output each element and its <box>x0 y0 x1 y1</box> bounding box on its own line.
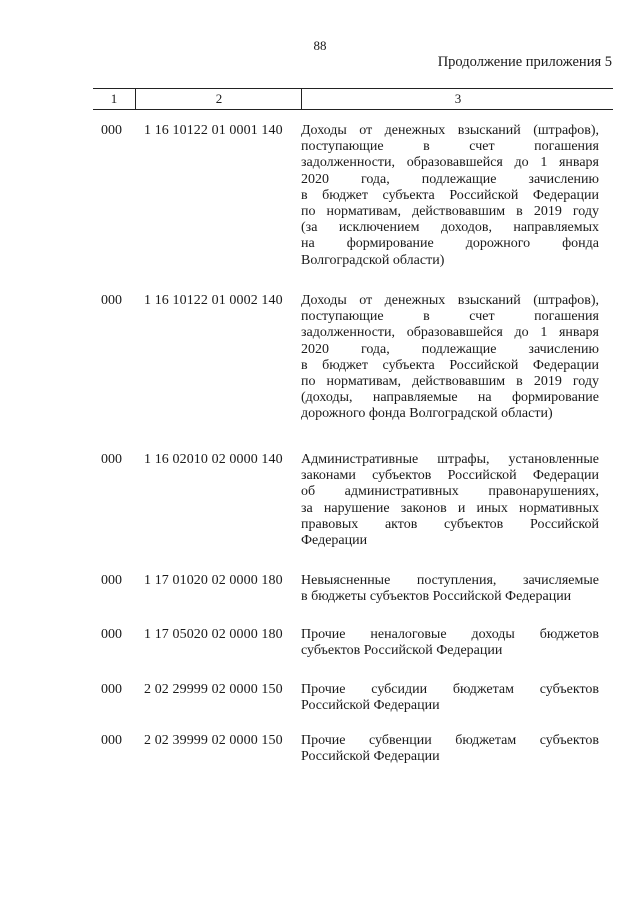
description-line: Прочие субсидии бюджетам субъектов <box>301 682 599 697</box>
description-line: в бюджет субъекта Российской Федерации <box>301 357 599 373</box>
admin-code: 000 <box>101 452 122 467</box>
description-line: Федерации <box>301 533 368 549</box>
budget-classification-code: 1 17 05020 02 0000 180 <box>144 627 283 642</box>
description-line: Российской Федерации <box>301 749 440 765</box>
budget-classification-code: 1 16 10122 01 0002 140 <box>144 293 283 308</box>
budget-classification-code: 1 17 01020 02 0000 180 <box>144 573 283 588</box>
description-line: Доходы от денежных взысканий (штрафов), <box>301 293 599 308</box>
description-line: Невыясненные поступления, зачисляемые <box>301 573 599 588</box>
description-line: в бюджеты субъектов Российской Федерации <box>301 589 572 605</box>
budget-classification-code: 2 02 39999 02 0000 150 <box>144 733 283 748</box>
description-line: поступающие в счет погашения <box>301 139 599 155</box>
description-line: по нормативам, действовавшим в 2019 году <box>301 374 599 390</box>
income-description <box>301 733 599 765</box>
description-line: законами субъектов Российской Федерации <box>301 468 599 484</box>
description-line: Волгоградской области) <box>301 252 445 268</box>
admin-code: 000 <box>101 682 122 697</box>
description-line: в бюджет субъекта Российской Федерации <box>301 187 599 203</box>
income-description <box>301 682 599 714</box>
description-line: Прочие субвенции бюджетам субъектов <box>301 733 599 748</box>
table-header <box>93 88 613 110</box>
income-description <box>301 627 599 659</box>
description-line: Административные штрафы, установленные <box>301 452 599 467</box>
description-line: по нормативам, действовавшим в 2019 году <box>301 204 599 220</box>
admin-code: 000 <box>101 733 122 748</box>
income-description <box>301 293 599 423</box>
page-number: 88 <box>313 38 327 53</box>
admin-code: 000 <box>101 627 122 642</box>
description-line: за нарушение законов и иных нормативных <box>301 500 599 516</box>
description-line: (доходы, направляемые на формирование <box>301 390 599 406</box>
description-line: дорожного фонда Волгоградской области) <box>301 406 553 422</box>
continuation-note: Продолжение приложения 5 <box>437 54 612 70</box>
admin-code: 000 <box>101 293 122 308</box>
admin-code: 000 <box>101 123 122 138</box>
description-line: правовых актов субъектов Российской <box>301 516 599 532</box>
description-line: Российской Федерации <box>301 698 440 714</box>
column-header-1: 1 <box>110 91 118 106</box>
income-description <box>301 123 599 269</box>
description-line: (за исключением доходов, направляемых <box>301 220 599 236</box>
description-line: Прочие неналоговые доходы бюджетов <box>301 627 599 642</box>
column-header-2: 2 <box>135 89 302 109</box>
description-line: об административных правонарушениях, <box>301 484 599 500</box>
admin-code: 000 <box>101 573 122 588</box>
description-line: 2020 года, подлежащие зачислению <box>301 341 599 357</box>
column-header-3: 3 <box>301 89 614 109</box>
description-line: 2020 года, подлежащие зачислению <box>301 171 599 187</box>
description-line: задолженности, образовавшейся до 1 января <box>301 325 599 341</box>
income-description <box>301 452 599 549</box>
description-line: поступающие в счет погашения <box>301 309 599 325</box>
budget-classification-code: 1 16 10122 01 0001 140 <box>144 123 283 138</box>
description-line: на формирование дорожного фонда <box>301 236 599 252</box>
description-line: субъектов Российской Федерации <box>301 643 503 659</box>
description-line: задолженности, образовавшейся до 1 января <box>301 155 599 171</box>
budget-classification-code: 1 16 02010 02 0000 140 <box>144 452 283 467</box>
income-description <box>301 573 599 605</box>
budget-classification-code: 2 02 29999 02 0000 150 <box>144 682 283 697</box>
description-line: Доходы от денежных взысканий (штрафов), <box>301 123 599 138</box>
